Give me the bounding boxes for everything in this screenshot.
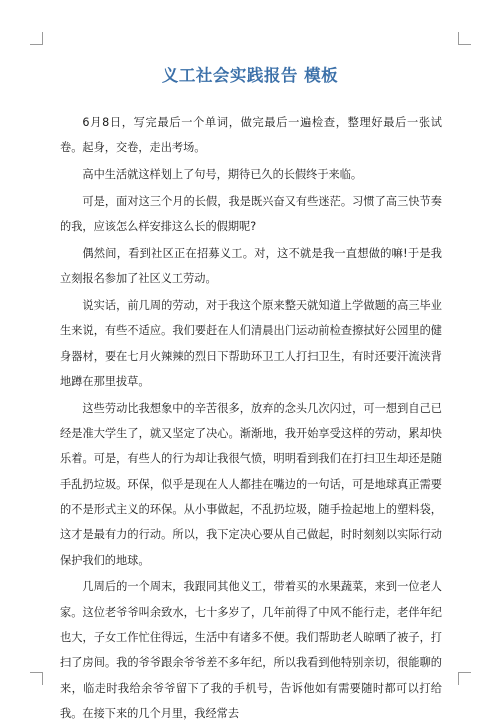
crop-mark-bottom-right	[458, 672, 471, 685]
document-body	[60, 110, 442, 728]
paragraph: 高中生活就这样划上了句号，期待已久的长假终于来临。	[82, 168, 363, 182]
crop-mark-bottom-left	[30, 672, 43, 685]
paragraph: 可是，面对这三个月的长假，我是既兴奋又有些迷茫。习惯了高三快节奏的我，应该怎么样安排这么长的假期呢?	[60, 194, 442, 234]
paragraph: 偶然间，看到社区正在招募义工。对，这不就是我一直想做的嘛!于是我立刻报名参加了社区义工劳动。	[60, 246, 442, 286]
crop-mark-top-left	[30, 32, 43, 45]
crop-mark-top-right	[458, 32, 471, 45]
paragraph: 几周后的一个周末，我跟同其他义工，带着买的水果蔬菜，来到一位老人家。这位老爷爷叫余致水，七十多岁了，几年前得了中风不能行走，老伴年纪也大，子女工作忙住得远，生活中有诸多不便。我们帮助老人晾晒了被子，打扫了房间。我的爷爷跟余爷爷差不多年纪，所以我看到他特别亲切，很能聊的来，临走时我给余爷爷留下了我的手机号，告诉他如有需要随时都可以打给我。在接下来的几个月里，我经常去	[60, 580, 442, 720]
document-title: 义工社会实践报告 模板	[161, 66, 339, 85]
paragraph: 说实话，前几周的劳动，对于我这个原来整天就知道上学做题的高三毕业生来说，有些不适应。我们要赶在人们清晨出门运动前检查擦拭好公园里的健身器材，要在七月火辣辣的烈日下帮助环卫工人打扫卫生，有时还要汗流浃背地蹲在那里拔草。	[60, 299, 442, 388]
paragraph: 6月8日，写完最后一个单词，做完最后一遍检查，整理好最后一张试卷。起身，交卷，走出考场。	[60, 116, 442, 155]
paragraph: 这些劳动比我想象中的辛苦很多，放弃的念头几次闪过，可一想到自己已经是准大学生了，就又坚定了决心。渐渐地，我开始享受这样的劳动，累却快乐着。可是，有些人的行为却让我很气愤，明明看到我们在打扫卫生却还是随手乱扔垃圾。环保，似乎是现在人人都挂在嘴边的一句话，可是地球真正需要的不是形式主义的环保。从小事做起，不乱扔垃圾，随手捡起地上的塑料袋，这才是最有力的行动。所以，我下定决心要从自己做起，时时刻刻以实际行动保护我们的地球。	[60, 401, 442, 567]
